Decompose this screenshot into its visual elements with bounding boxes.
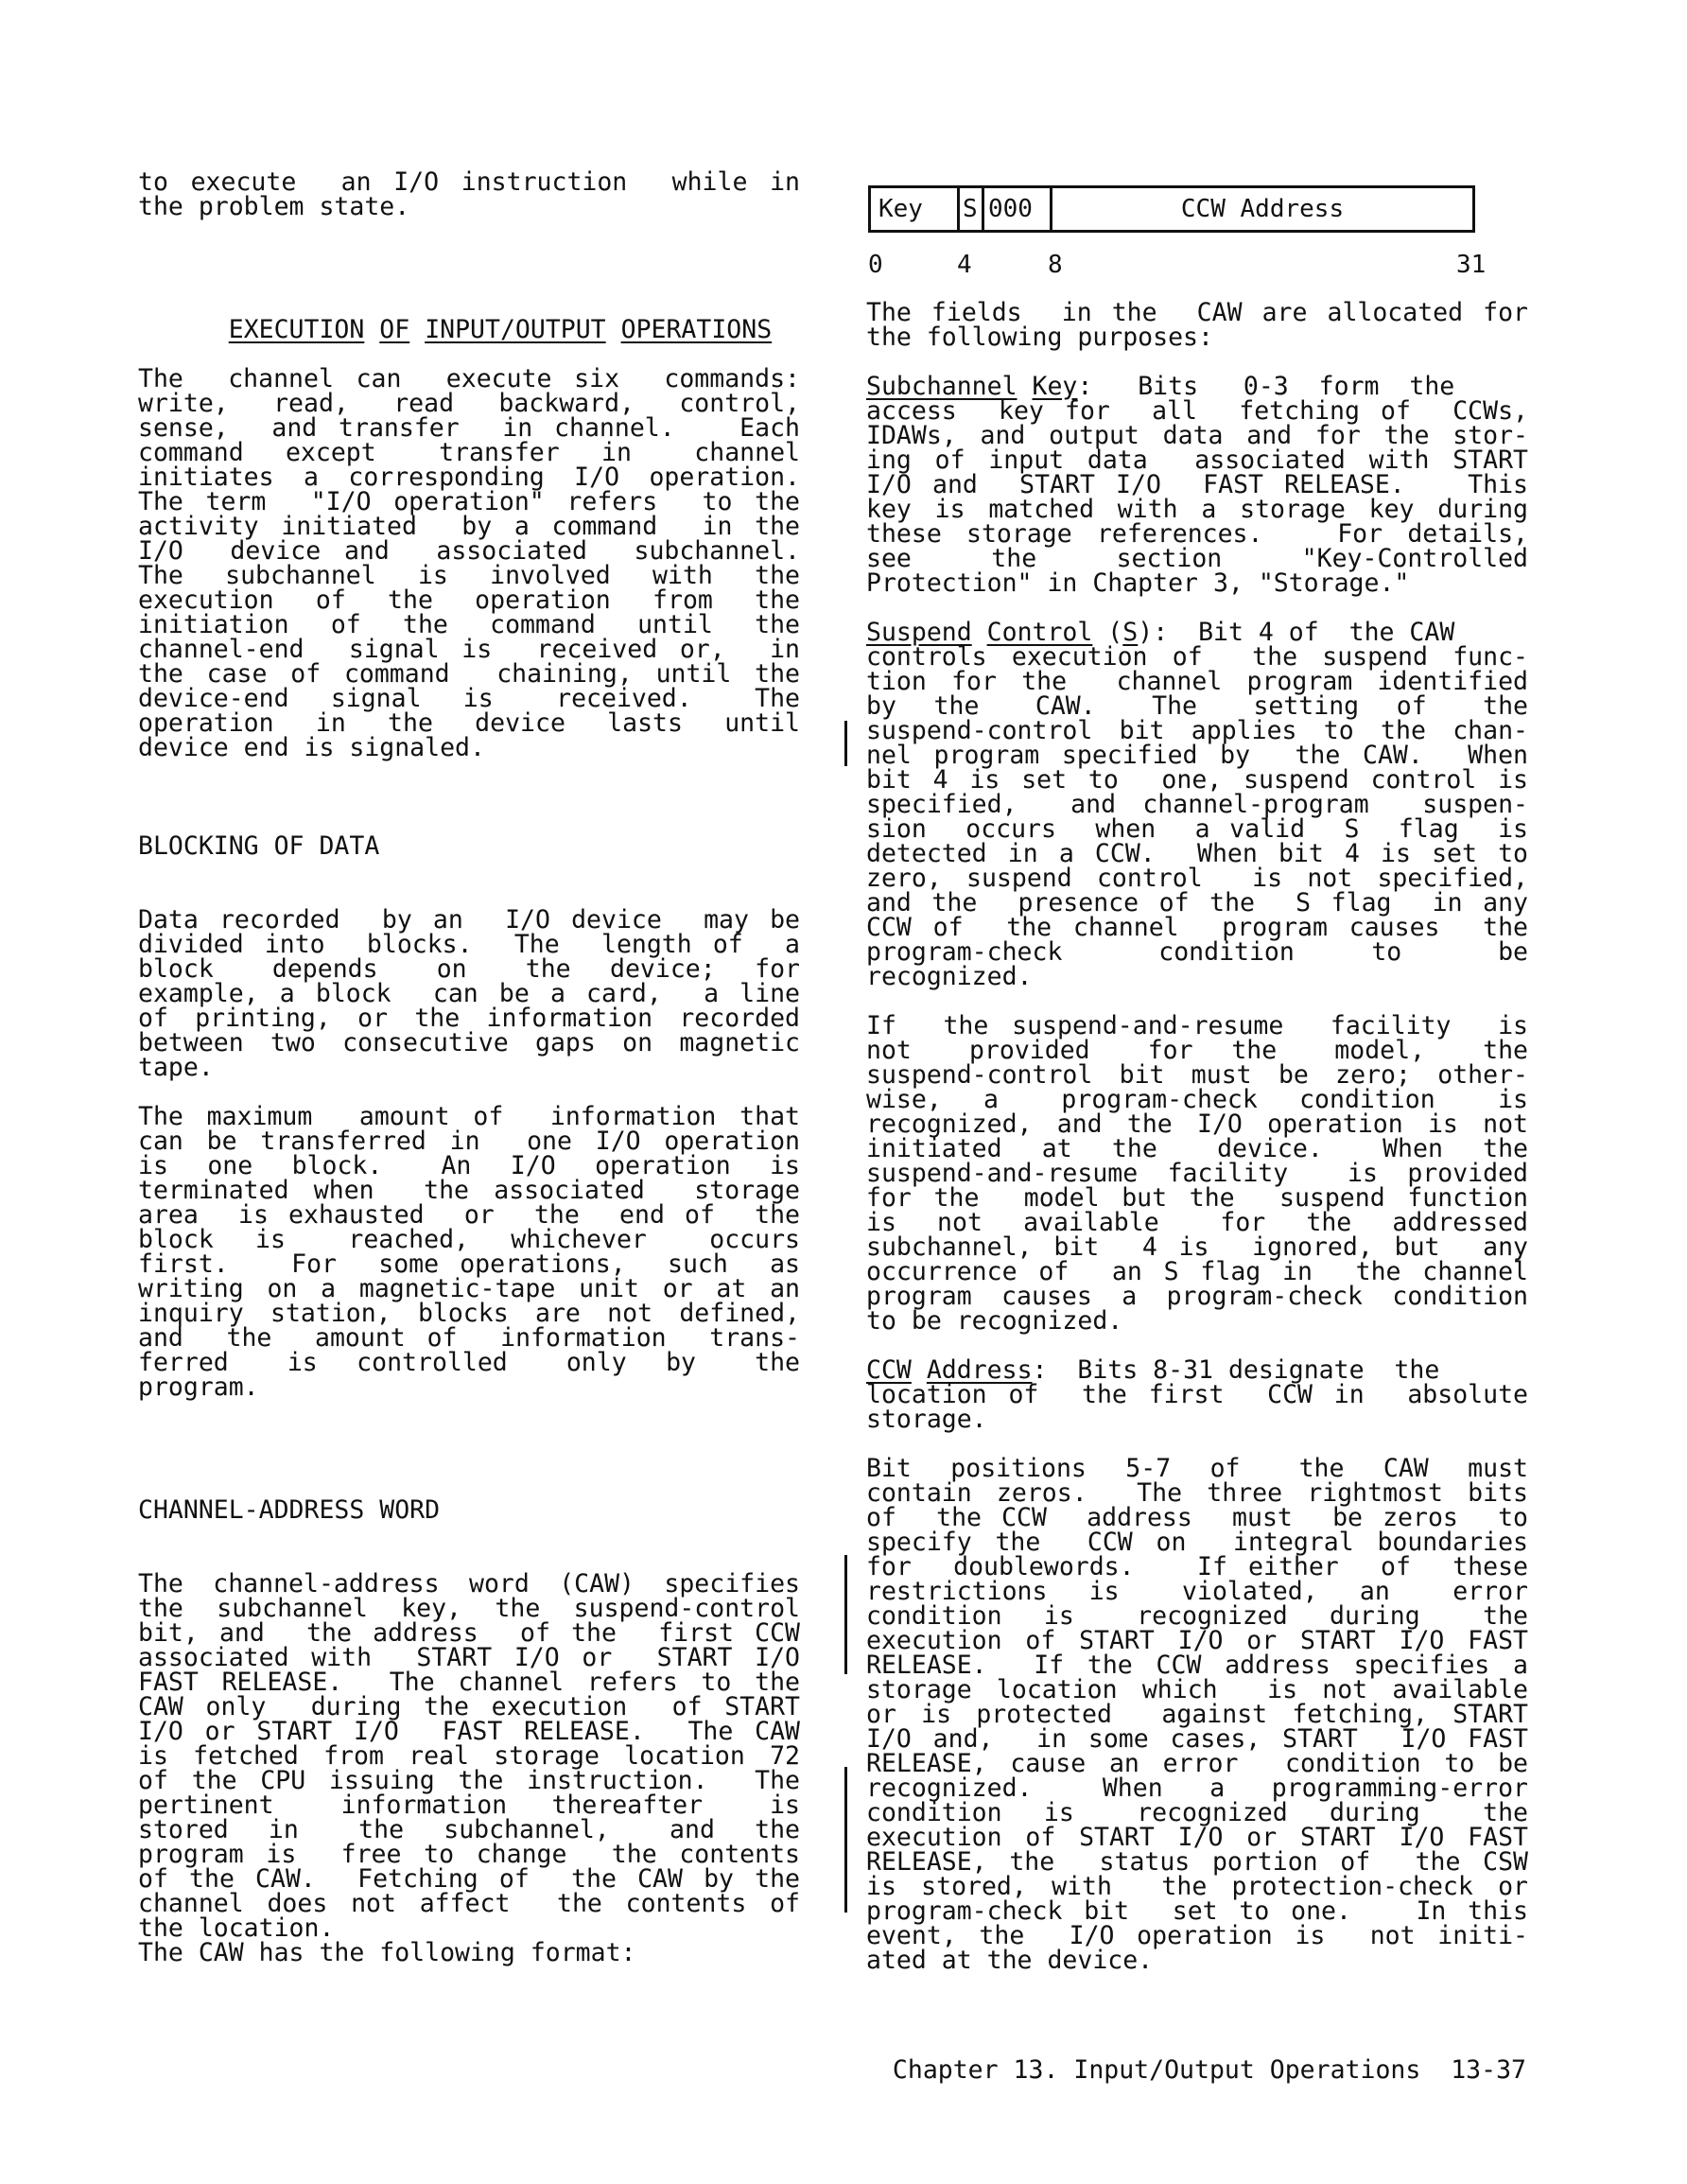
text-line: The CAW has the following format: bbox=[138, 1938, 636, 1967]
term-word: Suspend bbox=[866, 618, 972, 647]
text-line: specified, and channel-program suspen- bbox=[866, 790, 1528, 819]
key-field: Key bbox=[871, 188, 960, 230]
text-line: initiates a corresponding I/O operation. bbox=[138, 463, 800, 492]
text-line: execution of START I/O or START I/O FAST bbox=[866, 1823, 1528, 1852]
text-line: The maximum amount of information that bbox=[138, 1102, 800, 1131]
text-line: recognized. bbox=[866, 962, 1033, 991]
fields-intro bbox=[866, 298, 1528, 352]
heading-word: INPUT/OUTPUT bbox=[425, 315, 606, 344]
zeros-field: 000 bbox=[984, 188, 1052, 230]
text-line: I/O or START I/O FAST RELEASE. The CAW bbox=[138, 1717, 800, 1746]
text-line: the problem state. bbox=[138, 192, 410, 221]
text-line: program. bbox=[138, 1372, 259, 1402]
text-line: command except transfer in channel bbox=[138, 438, 800, 467]
text-line: The term "I/O operation" refers to the bbox=[138, 487, 800, 516]
term-word: Key bbox=[1032, 372, 1078, 401]
text-line: specify the CCW on integral boundaries bbox=[866, 1528, 1528, 1557]
text-line: program causes a program-check condition bbox=[866, 1282, 1528, 1311]
intro-paragraph bbox=[138, 167, 800, 221]
bit-label: 8 bbox=[1048, 251, 1063, 279]
text-line: initiated at the device. When the bbox=[866, 1134, 1528, 1163]
caw-heading bbox=[138, 1495, 800, 1525]
text-line: device end is signaled. bbox=[138, 733, 485, 762]
text-line: bit, and the address of the first CCW bbox=[138, 1618, 800, 1648]
caw-format-diagram bbox=[868, 185, 1481, 240]
s-field: S bbox=[960, 188, 984, 230]
text-line: recognized. When a programming-error bbox=[866, 1773, 1528, 1803]
suspend-control-paragraph: Suspend Control (S): Bit 4 of the CAW controls execution of the suspend func- tion for the channel program identified by the CAW. The setting of the suspend-control bit applies to the chan- nel program specified by the CAW. When bit 4 is set to one, suspend control is specified, and channel-program suspen- sion occurs when a valid S flag is detected in a CCW. When bit 4 is set to zero, suspend control is not specified, and the presence of the S flag in any CCW of the channel program causes the program-check condition to be recognized. bbox=[866, 618, 1528, 991]
text-line: RELEASE. If the CCW address specifies a bbox=[866, 1651, 1528, 1680]
text-line: block depends on the device; for bbox=[138, 954, 800, 984]
text-line: example, a block can be a card, a line bbox=[138, 979, 800, 1008]
text-line: device-end signal is received. The bbox=[138, 684, 800, 713]
execution-heading bbox=[138, 293, 800, 344]
revision-change-bar bbox=[844, 721, 847, 766]
text-line: first. For some operations, such as bbox=[138, 1249, 800, 1279]
text-line: controls execution of the suspend func- bbox=[866, 642, 1528, 672]
text-line: subchannel, bit 4 is ignored, but any bbox=[866, 1232, 1528, 1262]
text-line: between two consecutive gaps on magnetic bbox=[138, 1028, 800, 1057]
text-line: writing on a magnetic-tape unit or at an bbox=[138, 1274, 800, 1303]
term-word: Control bbox=[986, 618, 1093, 647]
text-line: of the CCW address must be zeros to bbox=[866, 1503, 1528, 1532]
text-line: of the CPU issuing the instruction. The bbox=[138, 1766, 800, 1795]
text-line: Protection" in Chapter 3, "Storage." bbox=[866, 568, 1410, 598]
text-line: I/O device and associated subchannel. bbox=[138, 536, 800, 566]
text-line: pertinent information thereafter is bbox=[138, 1791, 800, 1820]
text-line: channel-end signal is received or, in bbox=[138, 635, 800, 664]
blocking-paragraph-1 bbox=[138, 905, 800, 1082]
text-line: Bit positions 5-7 of the CAW must bbox=[866, 1454, 1528, 1483]
heading-text: CHANNEL-ADDRESS WORD bbox=[138, 1495, 441, 1525]
text-line: access key for all fetching of CCWs, bbox=[866, 396, 1528, 426]
text-line: can be transferred in one I/O operation bbox=[138, 1127, 800, 1156]
heading-word: OPERATIONS bbox=[620, 315, 773, 344]
text-line: contain zeros. The three rightmost bits bbox=[866, 1478, 1528, 1508]
text-line: CAW only during the execution of START bbox=[138, 1692, 800, 1721]
text-line: tape. bbox=[138, 1053, 214, 1082]
text-line: initiation of the command until the bbox=[138, 610, 800, 639]
text-line: I/O and START I/O FAST RELEASE. This bbox=[866, 470, 1528, 499]
text-line: the subchannel key, the suspend-control bbox=[138, 1594, 800, 1623]
execution-paragraph bbox=[138, 364, 800, 762]
text-line: nel program specified by the CAW. When bbox=[866, 741, 1528, 770]
term-word: Address bbox=[926, 1355, 1033, 1385]
text-line: of the CAW. Fetching of the CAW by the bbox=[138, 1864, 800, 1894]
text-line: divided into blocks. The length of a bbox=[138, 930, 800, 959]
revision-change-bar bbox=[844, 1767, 847, 1913]
text-line: The subchannel is involved with the bbox=[138, 561, 800, 590]
text-line: the case of command chaining, until the bbox=[138, 659, 800, 689]
text-line: restrictions is violated, an error bbox=[866, 1577, 1528, 1606]
blocking-heading bbox=[138, 831, 800, 861]
text-line: associated with START I/O or START I/O bbox=[138, 1643, 800, 1672]
text-line: inquiry station, blocks are not defined, bbox=[138, 1299, 800, 1328]
text-line: IDAWs, and output data and for the stor- bbox=[866, 421, 1528, 450]
text-line: block is reached, whichever occurs bbox=[138, 1225, 800, 1254]
text-line: RELEASE, the status portion of the CSW bbox=[866, 1847, 1528, 1877]
text-line: write, read, read backward, control, bbox=[138, 389, 800, 418]
text-line: recognized, and the I/O operation is not bbox=[866, 1109, 1528, 1139]
text-line: or is protected against fetching, START bbox=[866, 1700, 1528, 1729]
text-line: terminated when the associated storage bbox=[138, 1176, 800, 1205]
term-word: Subchannel bbox=[866, 372, 1017, 401]
text-line: The channel-address word (CAW) specifies bbox=[138, 1569, 800, 1599]
text-line: key is matched with a storage key during bbox=[866, 495, 1528, 524]
text-line: FAST RELEASE. The channel refers to the bbox=[138, 1668, 800, 1697]
suspend-resume-paragraph bbox=[866, 1011, 1528, 1336]
text-line: suspend-control bit applies to the chan- bbox=[866, 716, 1528, 745]
text-line: suspend-control bit must be zero; other- bbox=[866, 1060, 1528, 1090]
text-line: for the model but the suspend function bbox=[866, 1183, 1528, 1213]
text-line: see the section "Key-Controlled bbox=[866, 544, 1528, 573]
text-line: occurrence of an S flag in the channel bbox=[866, 1257, 1528, 1286]
text-line: tion for the channel program identified bbox=[866, 667, 1528, 696]
text-line: activity initiated by a command in the bbox=[138, 512, 800, 541]
text-run: : Bits 0-3 form the bbox=[1077, 372, 1455, 401]
subchannel-key-paragraph bbox=[866, 372, 1528, 598]
text-line: for doublewords. If either of these bbox=[866, 1552, 1528, 1581]
text-line: to execute an I/O instruction while in bbox=[138, 167, 800, 197]
text-line: event, the I/O operation is not initi- bbox=[866, 1921, 1528, 1950]
text-line: zero, suspend control is not specified, bbox=[866, 864, 1528, 893]
heading-text: BLOCKING OF DATA bbox=[138, 831, 380, 861]
text-line: the following purposes: bbox=[866, 323, 1213, 352]
text-line: is stored, with the protection-check or bbox=[866, 1872, 1528, 1901]
text-line: I/O and, in some cases, START I/O FAST bbox=[866, 1724, 1528, 1754]
text-line: CCW of the channel program causes the bbox=[866, 913, 1528, 942]
text-line: and the presence of the S flag in any bbox=[866, 888, 1528, 917]
text-line: program-check condition to be bbox=[866, 937, 1528, 967]
text-line: sense, and transfer in channel. Each bbox=[138, 413, 800, 443]
text-line: execution of the operation from the bbox=[138, 585, 800, 615]
bit-position-labels bbox=[868, 251, 1492, 279]
text-line: the location. bbox=[138, 1913, 335, 1943]
text-line: area is exhausted or the end of the bbox=[138, 1200, 800, 1230]
text-line: suspend-and-resume facility is provided bbox=[866, 1159, 1528, 1188]
revision-change-bar bbox=[844, 1555, 847, 1674]
text-line: If the suspend-and-resume facility is bbox=[866, 1011, 1528, 1040]
text-line: condition is recognized during the bbox=[866, 1798, 1528, 1827]
text-line: is one block. An I/O operation is bbox=[138, 1151, 800, 1180]
text-line: by the CAW. The setting of the bbox=[866, 691, 1528, 721]
bit-label: 4 bbox=[957, 251, 972, 279]
text-line: location of the first CCW in absolute bbox=[866, 1380, 1528, 1409]
text-line: channel does not affect the contents of bbox=[138, 1889, 800, 1918]
caw-paragraph bbox=[138, 1569, 800, 1943]
text-run: : Bits 8-31 designate the bbox=[1032, 1355, 1440, 1385]
heading-word: EXECUTION bbox=[228, 315, 365, 344]
text-line: detected in a CCW. When bit 4 is set to bbox=[866, 839, 1528, 868]
heading-word: OF bbox=[379, 315, 410, 344]
text-line: wise, a program-check condition is bbox=[866, 1085, 1528, 1114]
text-line: storage. bbox=[866, 1405, 987, 1434]
text-line: execution of START I/O or START I/O FAST bbox=[866, 1626, 1528, 1655]
text-line: condition is recognized during the bbox=[866, 1601, 1528, 1631]
text-line: storage location which is not available bbox=[866, 1675, 1528, 1704]
page-footer: Chapter 13. Input/Output Operations 13-37 bbox=[892, 2055, 1526, 2085]
text-line: of printing, or the information recorded bbox=[138, 1004, 800, 1033]
caw-format-intro bbox=[138, 1938, 800, 1967]
term-word: CCW bbox=[866, 1355, 912, 1385]
text-line: to be recognized. bbox=[866, 1306, 1123, 1336]
text-line: bit 4 is set to one, suspend control is bbox=[866, 765, 1528, 795]
text-line: is fetched from real storage location 72 bbox=[138, 1741, 800, 1771]
term-word: S bbox=[1122, 618, 1139, 647]
text-line: The channel can execute six commands: bbox=[138, 364, 800, 393]
text-line: sion occurs when a valid S flag is bbox=[866, 814, 1528, 844]
text-line: program-check bit set to one. In this bbox=[866, 1896, 1528, 1926]
bit-positions-paragraph bbox=[866, 1454, 1528, 1975]
text-line: is not available for the addressed bbox=[866, 1208, 1528, 1237]
text-line: these storage references. For details, bbox=[866, 519, 1528, 549]
text-line: and the amount of information trans- bbox=[138, 1323, 800, 1353]
text-line: ing of input data associated with START bbox=[866, 446, 1528, 475]
caw-format-box bbox=[868, 185, 1475, 233]
text-line: Data recorded by an I/O device may be bbox=[138, 905, 800, 935]
text-line: The fields in the CAW are allocated for bbox=[866, 298, 1528, 327]
text-line: ated at the device. bbox=[866, 1946, 1154, 1975]
bit-label: 31 bbox=[1456, 251, 1487, 279]
ccw-address-paragraph bbox=[866, 1355, 1528, 1434]
text-line: program is free to change the contents bbox=[138, 1840, 800, 1869]
blocking-paragraph-2 bbox=[138, 1102, 800, 1402]
text-line: RELEASE, cause an error condition to be bbox=[866, 1749, 1528, 1778]
text-line: stored in the subchannel, and the bbox=[138, 1815, 800, 1844]
text-line: not provided for the model, the bbox=[866, 1036, 1528, 1065]
text-run: : Bit 4 of the CAW bbox=[1153, 618, 1455, 647]
text-line: ferred is controlled only by the bbox=[138, 1348, 800, 1377]
bit-label: 0 bbox=[868, 251, 883, 279]
ccw-address-field: CCW Address bbox=[1180, 195, 1345, 223]
text-line: operation in the device lasts until bbox=[138, 708, 800, 738]
